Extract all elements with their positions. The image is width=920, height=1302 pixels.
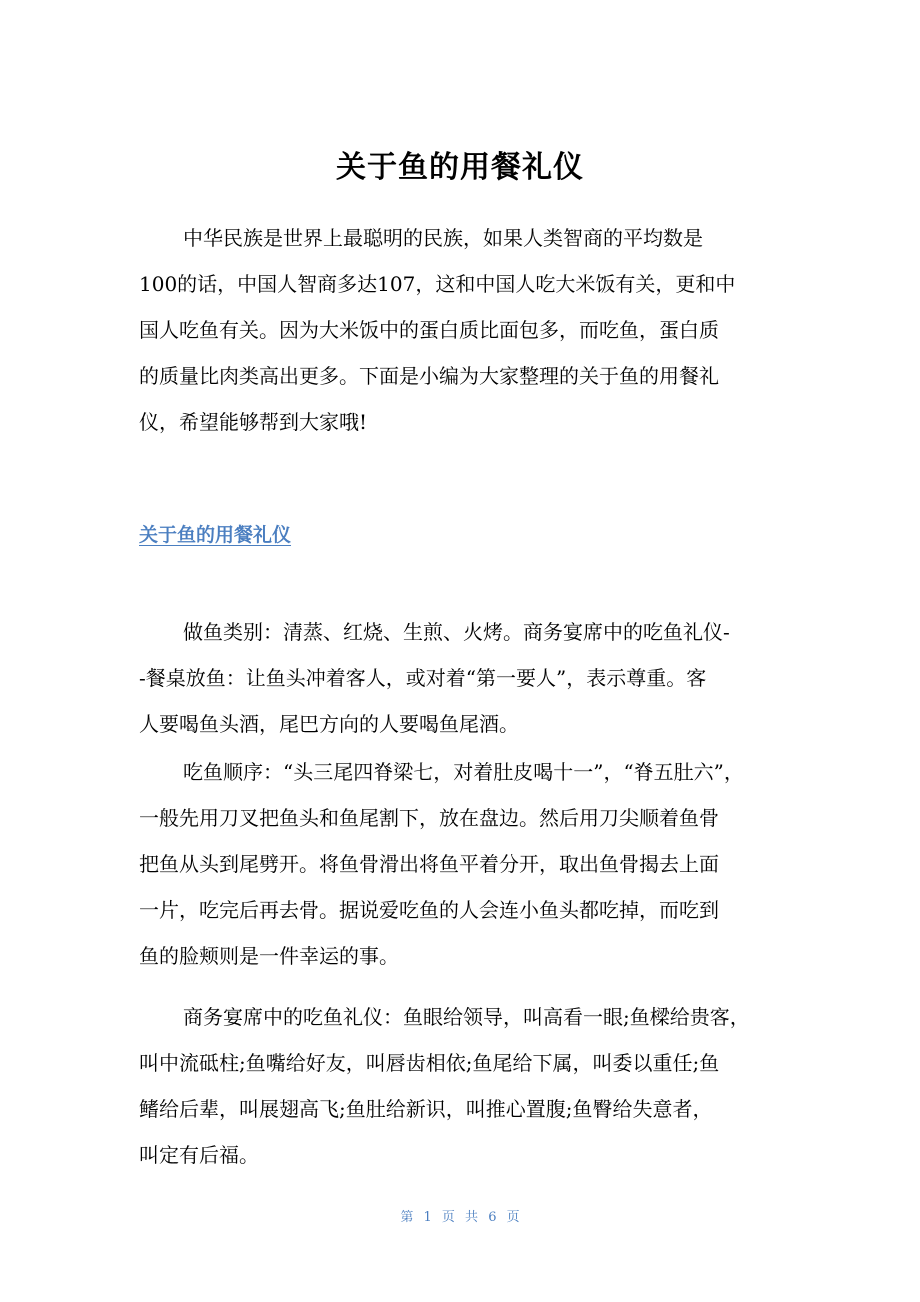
- paragraph-line: 鱼的脸颊则是一件幸运的事。: [139, 944, 399, 968]
- paragraph-fish-types: [139, 609, 789, 747]
- paragraph-line: 鳍给后辈，叫展翅高飞;鱼肚给新识，叫推心置腹;鱼臀给失意者，: [139, 1097, 713, 1121]
- paragraph-line: 人要喝鱼头酒，尾巴方向的人要喝鱼尾酒。: [139, 712, 519, 736]
- intro-line: 中华民族是世界上最聪明的民族，如果人类智商的平均数是: [183, 226, 703, 250]
- intro-line: 仪，希望能够帮到大家哦!: [139, 410, 368, 434]
- paragraph-line: 一般先用刀叉把鱼头和鱼尾割下，放在盘边。然后用刀尖顺着鱼骨: [139, 806, 719, 830]
- paragraph-line: -餐桌放鱼：让鱼头冲着客人，或对着“第一要人”，表示尊重。客: [139, 666, 707, 690]
- paragraph-business-etiquette: [139, 994, 789, 1178]
- paragraph-line: 做鱼类别：清蒸、红烧、生煎、火烤。商务宴席中的吃鱼礼仪-: [183, 620, 730, 644]
- paragraph-line: 一片，吃完后再去骨。据说爱吃鱼的人会连小鱼头都吃掉，而吃到: [139, 898, 719, 922]
- paragraph-line: 商务宴席中的吃鱼礼仪：鱼眼给领导，叫高看一眼;鱼樑给贵客，: [183, 1005, 750, 1029]
- document-title: 关于鱼的用餐礼仪: [336, 150, 584, 185]
- section-heading-link[interactable]: 关于鱼的用餐礼仪: [139, 524, 292, 546]
- intro-line: 国人吃鱼有关。因为大米饭中的蛋白质比面包多，而吃鱼，蛋白质: [139, 318, 719, 342]
- paragraph-line: 把鱼从头到尾劈开。将鱼骨滑出将鱼平着分开，取出鱼骨揭去上面: [139, 852, 719, 876]
- paragraph-line: 叫中流砥柱;鱼嘴给好友，叫唇齿相依;鱼尾给下属，叫委以重任;鱼: [139, 1051, 720, 1075]
- paragraph-eating-order: [139, 749, 789, 979]
- page-number-footer: 第 1 页 共 6 页: [400, 1210, 520, 1225]
- intro-paragraph: [139, 215, 789, 445]
- paragraph-line: 吃鱼顺序：“头三尾四脊梁七，对着肚皮喝十一”，“脊五肚六”，: [183, 760, 744, 784]
- intro-line: 的质量比肉类高出更多。下面是小编为大家整理的关于鱼的用餐礼: [139, 364, 719, 388]
- intro-line: 100的话，中国人智商多达107，这和中国人吃大米饭有关，更和中: [139, 272, 736, 296]
- paragraph-line: 叫定有后福。: [139, 1143, 259, 1167]
